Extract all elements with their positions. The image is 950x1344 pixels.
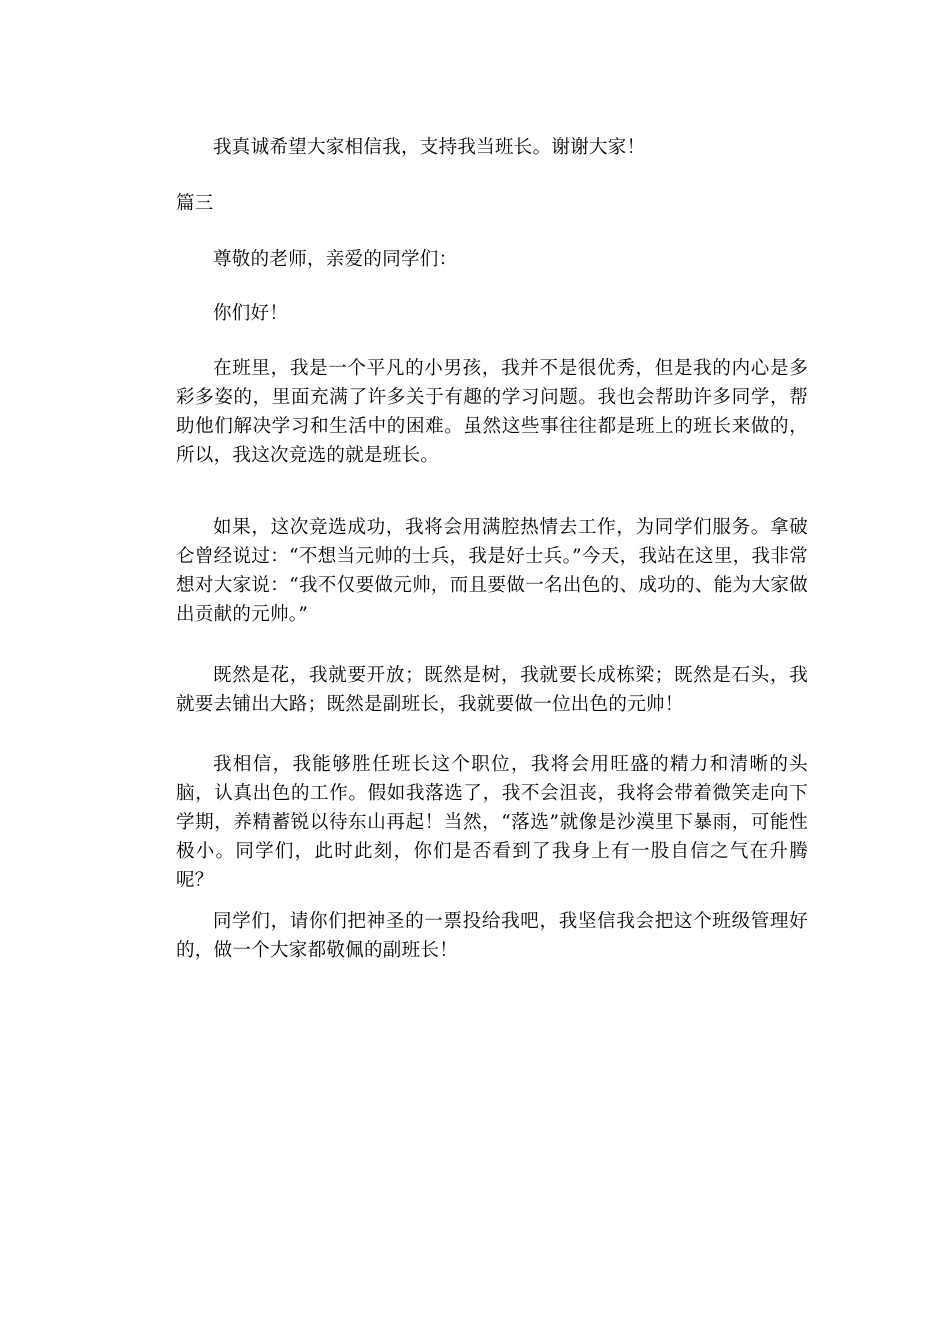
salutation: 尊敬的老师，亲爱的同学们： xyxy=(213,249,458,270)
body-paragraph-5: 同学们，请你们把神圣的一票投给我吧，我坚信我会把这个班级管理好的，做一个大家都敬佩的副班长！ xyxy=(176,911,808,961)
section-heading: 篇三 xyxy=(176,193,214,214)
body-paragraph-2: 如果，这次竞选成功，我将会用满腔热情去工作，为同学们服务。拿破仑曾经说过：“不想当元帅的士兵，我是好士兵。”今天，我站在这里，我非常想对大家说：“我不仅要做元帅，而且要做一名出色的、成功的、能为大家做出贡献的元帅。” xyxy=(176,517,808,625)
body-paragraph-3: 既然是花，我就要开放；既然是树，我就要长成栋梁；既然是石头，我就要去铺出大路；既然是副班长，我就要做一位出色的元帅！ xyxy=(176,665,808,715)
closing-line: 我真诚希望大家相信我，支持我当班长。谢谢大家！ xyxy=(213,137,646,158)
body-paragraph-4: 我相信，我能够胜任班长这个职位，我将会用旺盛的精力和清晰的头脑，认真出色的工作。假如我落选了，我不会沮丧，我将会带着微笑走向下学期，养精蓄锐以待东山再起！当然，“落选”就像是沙漠里下暴雨，可能性极小。同学们，此时此刻，你们是否看到了我身上有一股自信之气在升腾呢？ xyxy=(176,754,808,891)
body-paragraph-1: 在班里，我是一个平凡的小男孩，我并不是很优秀，但是我的内心是多彩多姿的，里面充满了许多关于有趣的学习问题。我也会帮助许多同学，帮助他们解决学习和生活中的困难。虽然这些事往往都是班上的班长来做的，所以，我这次竞选的就是班长。 xyxy=(176,358,808,466)
greeting: 你们好！ xyxy=(213,303,289,324)
